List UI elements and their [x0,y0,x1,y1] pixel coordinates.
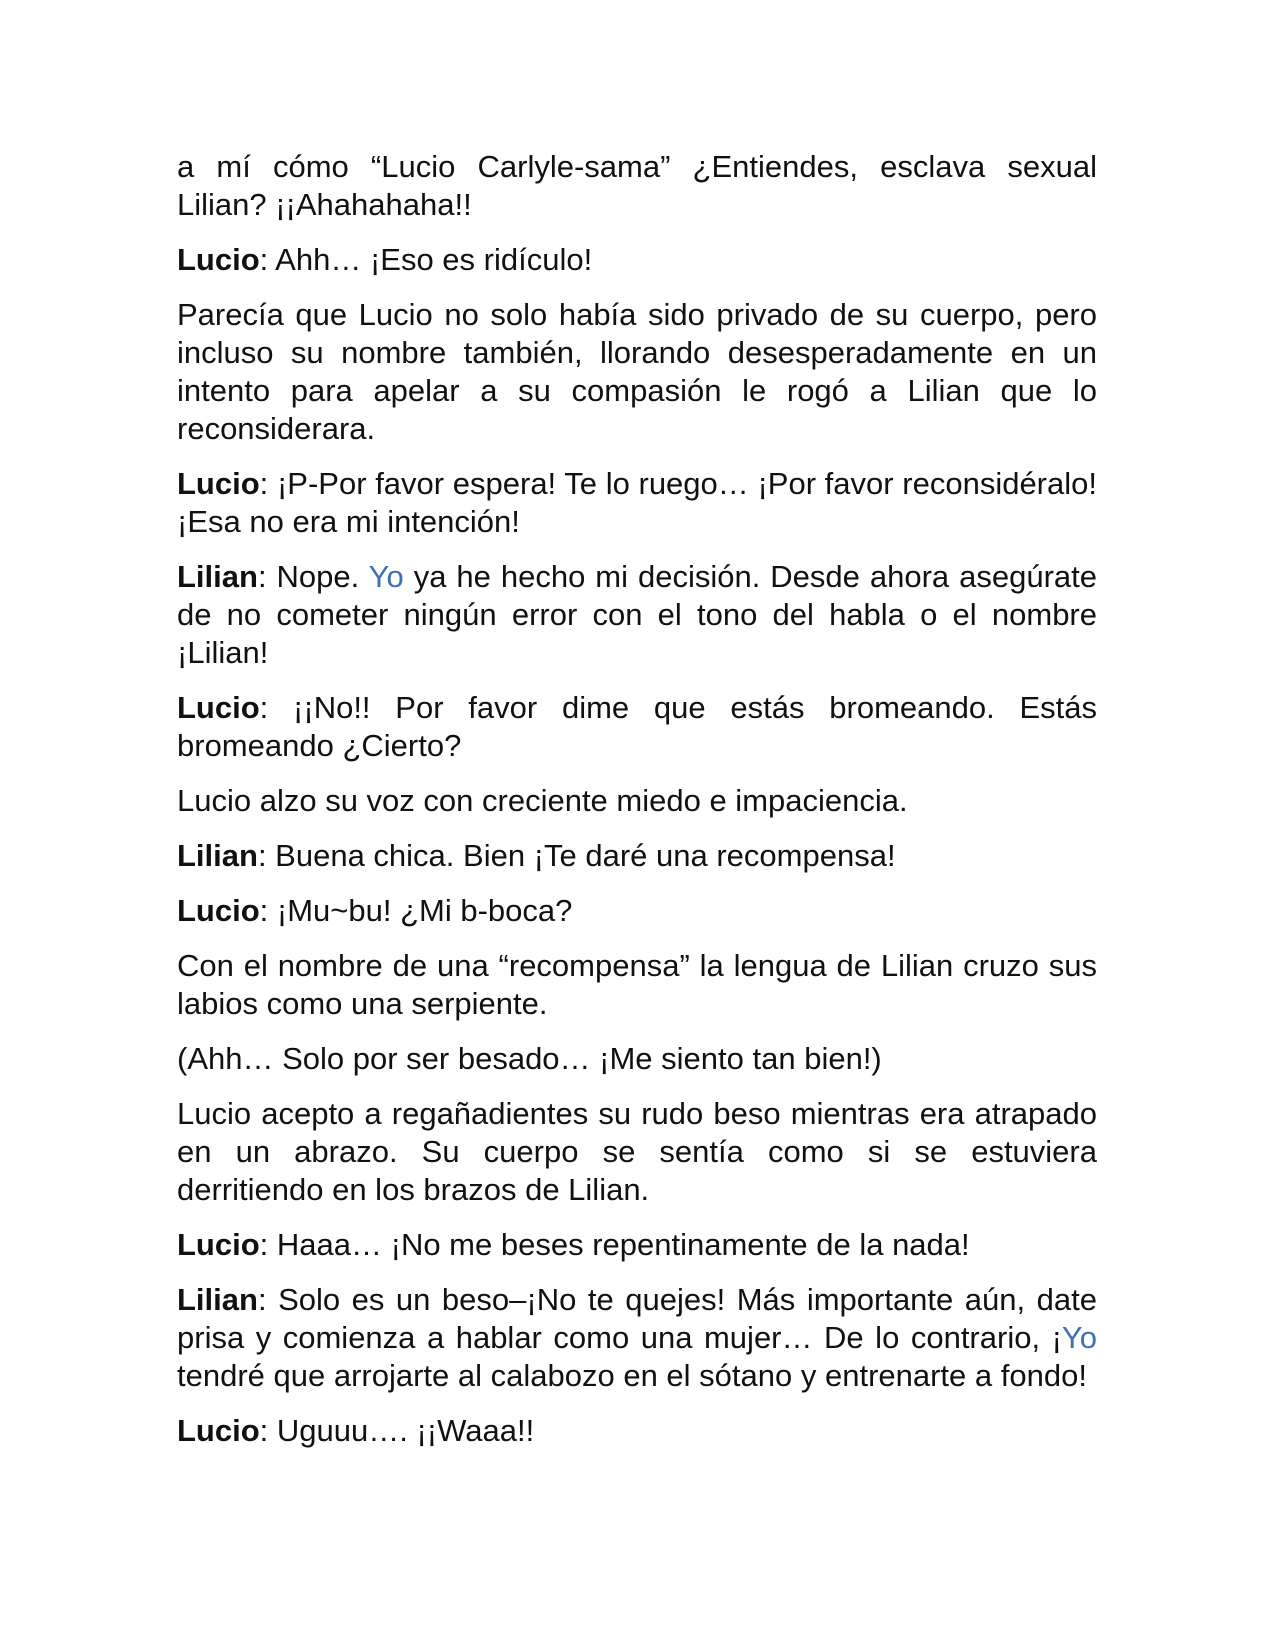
highlighted-word: Yo [1061,1320,1097,1355]
dialogue-text: : Solo es un beso–¡No te quejes! Más importante aún, date prisa y comienza a hablar como una mujer… De lo contrario, ¡ [177,1282,1097,1355]
dialogue-text: : Uguuu…. ¡¡Waaa!! [259,1413,535,1448]
highlighted-word: Yo [368,559,404,594]
narration-paragraph [177,1040,1097,1078]
dialogue-text: tendré que arrojarte al calabozo en el sótano y entrenarte a fondo! [177,1358,1087,1393]
speaker-name: Lilian [177,1282,258,1317]
narration-paragraph [177,1095,1097,1209]
paragraph-text: Parecía que Lucio no solo había sido privado de su cuerpo, pero incluso su nombre también, llorando desesperadamente en un intento para apelar a su compasión le rogó a Lilian que lo reconsiderara. [177,297,1097,446]
narration-paragraph [177,148,1097,224]
dialogue-line [177,241,1097,279]
dialogue-line [177,689,1097,765]
speaker-name: Lucio [177,1227,260,1262]
speaker-name: Lucio [177,242,260,277]
paragraph-text: a mí cómo “Lucio Carlyle-sama” ¿Entiendes, esclava sexual Lilian? ¡¡Ahahahaha!! [177,149,1097,222]
paragraph-text: Lucio acepto a regañadientes su rudo beso mientras era atrapado en un abrazo. Su cuerpo se sentía como si se estuviera derritiendo en los brazos de Lilian. [177,1096,1097,1207]
document-page [177,148,1097,1467]
dialogue-text: : ¡P-Por favor espera! Te lo ruego… ¡Por favor reconsidéralo! ¡Esa no era mi intención! [177,466,1097,539]
dialogue-line [177,1226,1097,1264]
dialogue-text: : Nope. [257,559,369,594]
narration-paragraph [177,296,1097,448]
dialogue-line [177,465,1097,541]
dialogue-line [177,558,1097,672]
dialogue-line [177,1281,1097,1395]
narration-paragraph [177,782,1097,820]
dialogue-text: : Ahh… ¡Eso es ridículo! [259,242,593,277]
speaker-name: Lucio [177,1413,260,1448]
dialogue-line [177,837,1097,875]
paragraph-text: Lucio alzo su voz con creciente miedo e impaciencia. [177,783,908,818]
dialogue-text: : Buena chica. Bien ¡Te daré una recompensa! [257,838,896,873]
narration-paragraph [177,947,1097,1023]
dialogue-text: : Haaa… ¡No me beses repentinamente de la nada! [259,1227,970,1262]
dialogue-line [177,892,1097,930]
paragraph-text: (Ahh… Solo por ser besado… ¡Me siento tan bien!) [177,1041,882,1076]
speaker-name: Lilian [177,559,258,594]
speaker-name: Lucio [177,893,260,928]
dialogue-text: : ¡Mu~bu! ¿Mi b-boca? [259,893,573,928]
speaker-name: Lucio [177,466,260,501]
speaker-name: Lucio [177,690,260,725]
speaker-name: Lilian [177,838,258,873]
paragraph-text: Con el nombre de una “recompensa” la lengua de Lilian cruzo sus labios como una serpiente. [177,948,1097,1021]
dialogue-text: : ¡¡No!! Por favor dime que estás bromeando. Estás bromeando ¿Cierto? [177,690,1097,763]
dialogue-line [177,1412,1097,1450]
dialogue-text: ya he hecho mi decisión. Desde ahora asegúrate de no cometer ningún error con el tono del habla o el nombre ¡Lilian! [177,559,1097,670]
